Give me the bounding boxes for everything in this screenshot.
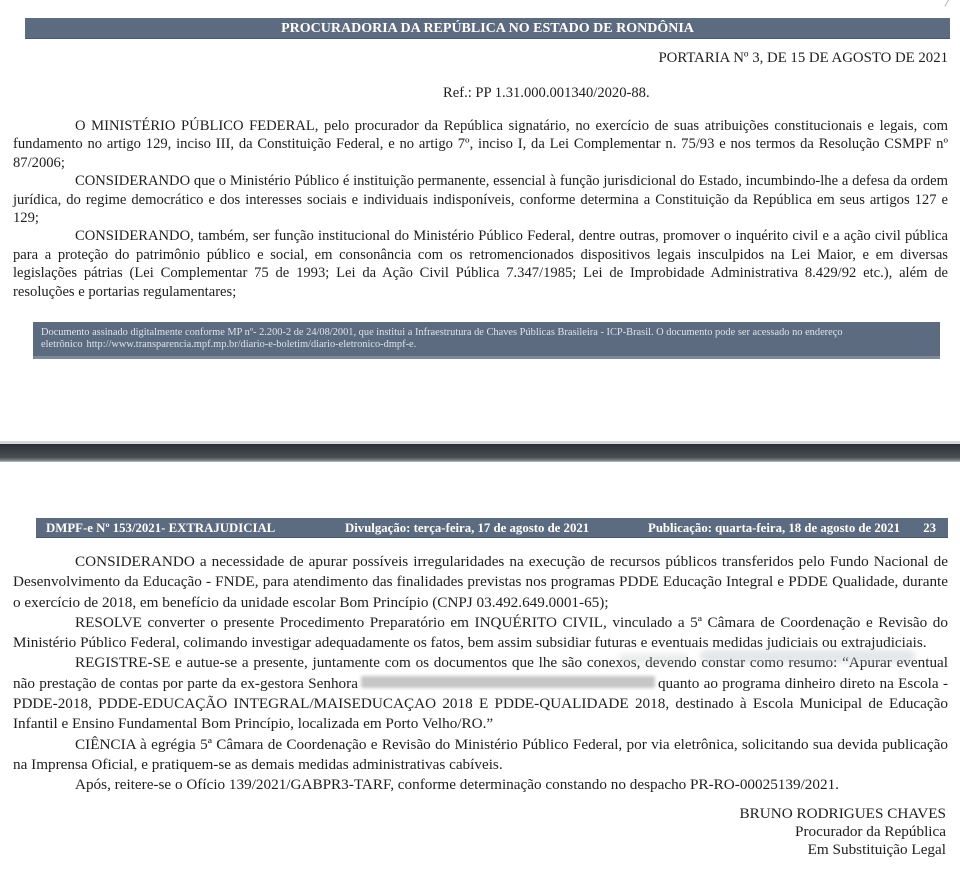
signatory-title: Procurador da República	[795, 823, 946, 841]
signature-block	[740, 805, 946, 860]
masthead-page-number: 23	[923, 521, 936, 535]
registre-text-before: REGISTRE-SE e autue-se a presente, juntamente com os documentos que lhe são conexos, devendo constar como resumo: “Apurar eventual não prestação de contas por parte da ex-gestora Senhora	[13, 654, 948, 692]
paragraph-resolve: RESOLVE converter o presente Procedimento Preparatório em INQUÉRITO CIVIL, vinculado a 5ª Câmara de Coordenação e Revisão do Ministério Público Federal, colimando investigar adequadamente os fatos, bem assim subsidiar futuras e eventuais medidas judiciais ou extrajudiciais.	[13, 613, 948, 652]
paragraph-considerando-1: CONSIDERANDO que o Ministério Público é instituição permanente, essencial à função jurisdicional do Estado, incumbindo-lhe a defesa da ordem jurídica, do regime democrático e dos interesses sociais e individuais indisponíveis, conforme determina a Constituição da República em seus artigos 127 e 129;	[13, 173, 948, 227]
scan-artifact	[944, 0, 956, 11]
registre-text-after: quanto ao programa dinheiro direto na Escola - PDDE-2018, PDDE-EDUCAÇÃO INTEGRAL/MAISEDUCAÇAO 2018 E PDDE-QUALIDADE 2018, destinado à Escola Municipal de Educação Infantil e Ensino Fundamental Bom Princípio, localizada em Porto Velho/RO.”	[13, 674, 948, 733]
paragraph-considerando-2: CONSIDERANDO, também, ser função institucional do Ministério Público Federal, dentre outras, promover o inquérito civil e a ação civil pública para a proteção do patrimônio público e social, em consonância com os retromencionados dispositivos legais insculpidos na Lei Maior, e em diversas legislações pátrias (Lei Complementar 75 de 1993; Lei da Ação Civil Pública 7.347/1985; Lei de Improbidade Administrativa 8.429/92 etc.), além de resoluções e portarias regulamentares;	[13, 228, 948, 300]
signatory-subtitle: Em Substituição Legal	[807, 841, 946, 859]
reference-line: Ref.: PP 1.31.000.001340/2020-88.	[443, 85, 650, 101]
paragraph-ciencia: CIÊNCIA à egrégia 5ª Câmara de Coordenação e Revisão do Ministério Público Federal, por via eletrônica, solicitando sua devida publicação na Imprensa Oficial, e pratiquem-se as demais medidas administrativas cabíveis.	[13, 735, 948, 773]
notice-url-link[interactable]: http://www.transparencia.mpf.mp.br/diario-e-boletim/diario-eletronico-dmpf-e.	[86, 338, 417, 350]
notice-line-1: Documento assinado digitalmente conforme MP nº- 2.200-2 de 24/08/2001, que institui a Infraestrutura de Chaves Públicas Brasileira - ICP-Brasil. O documento pode ser acessado no endereço	[41, 327, 843, 338]
masthead-divulgacao: Divulgação: terça-feira, 17 de agosto de 2021	[345, 521, 590, 535]
digital-signature-notice	[33, 322, 940, 359]
journal-masthead-bar	[36, 518, 948, 538]
signatory-name: BRUNO RODRIGUES CHAVES	[739, 805, 946, 822]
redaction-smudge	[618, 654, 688, 664]
paragraph-preamble: O MINISTÉRIO PÚBLICO FEDERAL, pelo procurador da República signatário, no exercício de suas atribuições constitucionais e legais, com fundamento no artigo 129, inciso III, da Constituição Federal, e no artigo 7º, inciso I, da Lei Complementar n. 75/93 e nos termos da Resolução CSMPF nº 87/2006;	[13, 118, 948, 171]
paragraph-considerando-3: CONSIDERANDO a necessidade de apurar possíveis irregularidades na execução de recursos públicos transferidos pelo Fundo Nacional de Desenvolvimento da Educação - FNDE, para atendimento das finalidades previstas nos programas PDDE Educação Integral e PDDE Qualidade, durante o exercício de 2018, em benefício da unidade escolar Bom Princípio (CNPJ 03.492.649.0001-65);	[13, 553, 948, 611]
org-header-title: PROCURADORIA DA REPÚBLICA NO ESTADO DE RONDÔNIA	[281, 21, 694, 36]
page1-body	[13, 117, 948, 301]
redacted-name-blur	[361, 676, 655, 688]
paragraph-apos: Após, reitere-se o Ofício 139/2021/GABPR3-TARF, conforme determinação constando no despacho PR-RO-00025139/2021.	[75, 776, 839, 794]
page-separator-band	[0, 444, 960, 462]
notice-line-2	[41, 339, 932, 351]
portaria-title: PORTARIA Nº 3, DE 15 DE AGOSTO DE 2021	[658, 50, 948, 66]
page2-body	[13, 552, 948, 796]
redaction-smudge	[700, 650, 915, 663]
notice-line-2-prefix: eletrônico	[41, 338, 83, 350]
masthead-edition: DMPF-e Nº 153/2021- EXTRAJUDICIAL	[46, 521, 276, 535]
org-header-bar	[25, 18, 950, 39]
masthead-publicacao: Publicação: quarta-feira, 18 de agosto de 2021	[648, 521, 901, 535]
paragraph-registre	[13, 653, 948, 734]
